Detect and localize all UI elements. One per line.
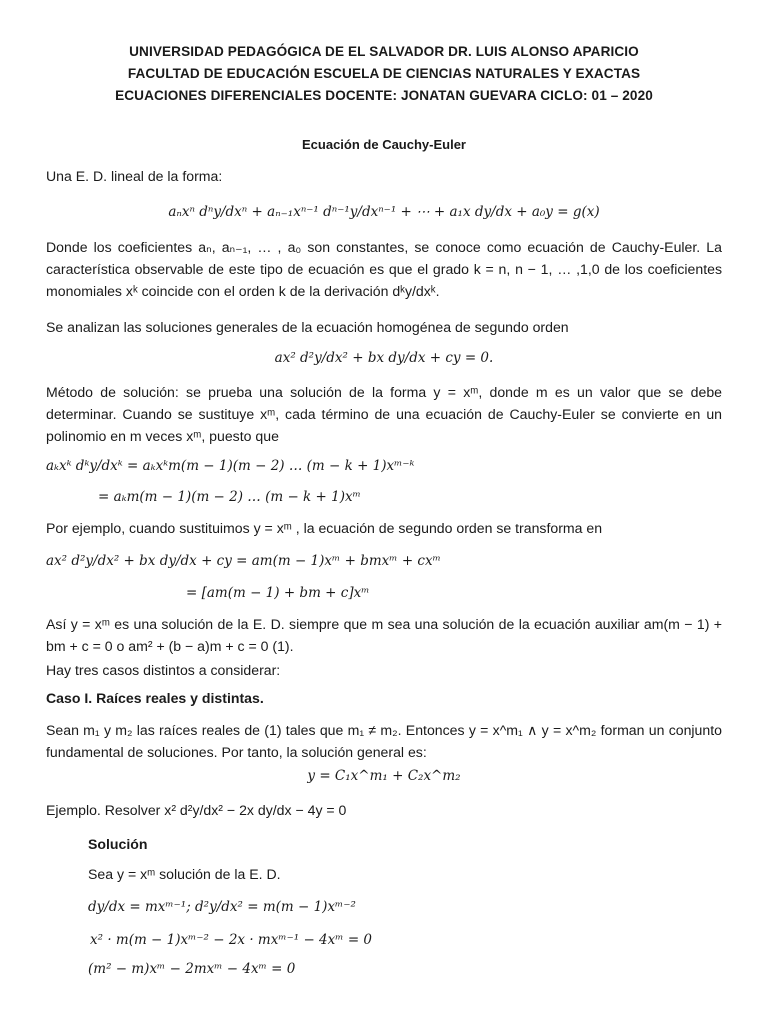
paragraph-coefficients: Donde los coeficientes aₙ, aₙ₋₁, … , a₀ son constantes, se conoce como ecuación de Cauchy-Euler. La característica observable de este tipo de ecuación es que el grado k = n, n − 1, … ,1,0 de los coeficientes monomiales xᵏ coincide con el orden k de la derivación dᵏy/dxᵏ. xyxy=(46,239,722,299)
header-university: UNIVERSIDAD PEDAGÓGICA DE EL SALVADOR DR. LUIS ALONSO APARICIO xyxy=(129,44,639,59)
example-statement: Ejemplo. Resolver x² d²y/dx² − 2x dy/dx − 4y = 0 xyxy=(46,802,347,818)
solution-step-1: Sea y = xᵐ solución de la E. D. xyxy=(88,866,281,882)
solution-step-2: dy/dx = mxᵐ⁻¹; d²y/dx² = m(m − 1)xᵐ⁻² xyxy=(88,899,356,915)
homogeneous-equation: ax² d²y/dx² + bx dy/dx + cy = 0. xyxy=(274,350,494,366)
term-equation-2: = aₖm(m − 1)(m − 2) … (m − k + 1)xᵐ xyxy=(98,489,361,505)
intro-text: Una E. D. lineal de la forma: xyxy=(46,168,223,184)
paragraph-cases: Hay tres casos distintos a considerar: xyxy=(46,662,281,678)
substitution-equation-2: = [am(m − 1) + bm + c]xᵐ xyxy=(186,585,370,601)
term-equation-1: aₖxᵏ dᵏy/dxᵏ = aₖxᵏm(m − 1)(m − 2) … (m − k + 1)xᵐ⁻ᵏ xyxy=(46,458,415,474)
case-1-heading: Caso I. Raíces reales y distintas. xyxy=(46,690,264,706)
header-faculty: FACULTAD DE EDUCACIÓN ESCUELA DE CIENCIAS NATURALES Y EXACTAS xyxy=(127,66,641,81)
document-title: Ecuación de Cauchy-Euler xyxy=(302,137,466,152)
solution-step-4: (m² − m)xᵐ − 2mxᵐ − 4xᵐ = 0 xyxy=(88,961,296,977)
substitution-equation-1: ax² d²y/dx² + bx dy/dx + cy = am(m − 1)xᵐ + bmxᵐ + cxᵐ xyxy=(46,553,441,569)
paragraph-case-1: Sean m₁ y m₂ las raíces reales de (1) tales que m₁ ≠ m₂. Entonces y = x^m₁ ∧ y = x^m₂ forman un conjunto fundamental de soluciones. Por tanto, la solución general es: xyxy=(46,722,722,760)
general-solution-equation: y = C₁x^m₁ + C₂x^m₂ xyxy=(307,768,461,784)
solution-heading: Solución xyxy=(88,836,148,852)
paragraph-method: Método de solución: se prueba una solución de la forma y = xᵐ, donde m es un valor que se debe determinar. Cuando se sustituye xᵐ, cada término de una ecuación de Cauchy-Euler se convierte en un polinomio en m veces xᵐ, puesto que xyxy=(46,384,722,444)
paragraph-homogeneous: Se analizan las soluciones generales de la ecuación homogénea de segundo orden xyxy=(46,319,569,335)
paragraph-auxiliary: Así y = xᵐ es una solución de la E. D. siempre que m sea una solución de la ecuación auxiliar am(m − 1) + bm + c = 0 o am² + (b − a)m + c = 0 (1). xyxy=(46,616,722,654)
solution-step-3: x² · m(m − 1)xᵐ⁻² − 2x · mxᵐ⁻¹ − 4xᵐ = 0 xyxy=(90,932,373,948)
general-equation: aₙxⁿ dⁿy/dxⁿ + aₙ₋₁xⁿ⁻¹ dⁿ⁻¹y/dxⁿ⁻¹ + ⋯ + a₁x dy/dx + a₀y = g(x) xyxy=(168,204,600,220)
paragraph-example-substitution: Por ejemplo, cuando sustituimos y = xᵐ , la ecuación de segundo orden se transforma en xyxy=(46,520,603,536)
header-course: ECUACIONES DIFERENCIALES DOCENTE: JONATAN GUEVARA CICLO: 01 – 2020 xyxy=(115,88,653,103)
